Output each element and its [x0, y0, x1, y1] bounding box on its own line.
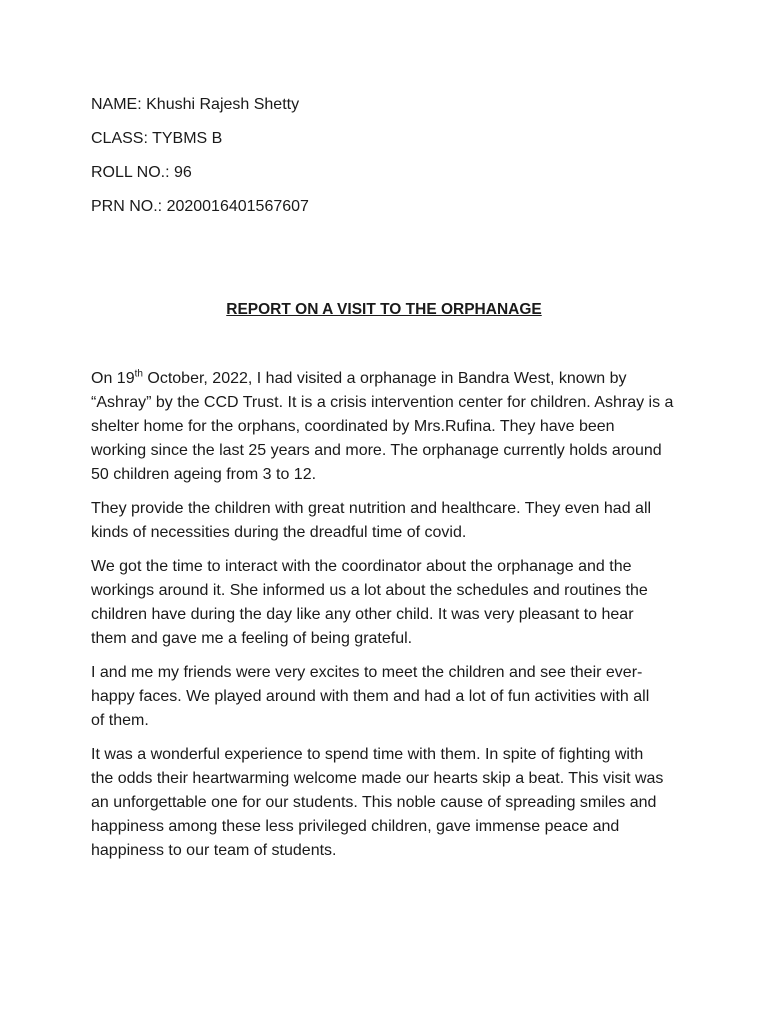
paragraph-5 — [91, 743, 691, 863]
paragraph-line: the odds their heartwarming welcome made our hearts skip a beat. This visit was — [91, 770, 664, 787]
student-class: CLASS: TYBMS B — [91, 130, 223, 147]
paragraph-line: happiness to our team of students. — [91, 842, 337, 859]
paragraph-1 — [91, 367, 691, 487]
paragraph-3 — [91, 555, 691, 651]
student-info — [91, 95, 691, 231]
line-text: October, 2022, I had visited a orphanage in Bandra West, known by — [142, 370, 627, 387]
paragraph-line — [91, 367, 691, 391]
paragraph-line: shelter home for the orphans, coordinated by Mrs.Rufina. They have been — [91, 418, 615, 435]
student-name: NAME: Khushi Rajesh Shetty — [91, 96, 300, 113]
ordinal-superscript: th — [134, 368, 143, 380]
paragraph-line: workings around it. She informed us a lot about the schedules and routines the — [91, 582, 648, 599]
paragraph-line: I and me my friends were very excites to meet the children and see their ever- — [91, 664, 643, 681]
paragraph-line: We got the time to interact with the coordinator about the orphanage and the — [91, 558, 632, 575]
student-roll-no: ROLL NO.: 96 — [91, 164, 192, 181]
paragraph-line: happy faces. We played around with them and had a lot of fun activities with all — [91, 688, 650, 705]
paragraph-line: “Ashray” by the CCD Trust. It is a crisis intervention center for children. Ashray is a — [91, 394, 674, 411]
student-prn-no: PRN NO.: 2020016401567607 — [91, 198, 309, 215]
paragraph-line: children have during the day like any other child. It was very pleasant to hear — [91, 606, 634, 623]
paragraph-line: of them. — [91, 712, 149, 729]
paragraph-line: It was a wonderful experience to spend time with them. In spite of fighting with — [91, 746, 644, 763]
paragraph-4 — [91, 661, 691, 733]
paragraph-line: them and gave me a feeling of being grateful. — [91, 630, 413, 647]
report-title: REPORT ON A VISIT TO THE ORPHANAGE — [226, 301, 542, 318]
paragraph-line: happiness among these less privileged children, gave immense peace and — [91, 818, 620, 835]
line-text: On 19 — [91, 370, 135, 387]
paragraph-line: working since the last 25 years and more. The orphanage currently holds around — [91, 442, 662, 459]
paragraph-line: 50 children ageing from 3 to 12. — [91, 466, 317, 483]
paragraph-2 — [91, 497, 691, 545]
report-body — [91, 367, 691, 873]
paragraph-line: kinds of necessities during the dreadful time of covid. — [91, 524, 467, 541]
paragraph-line: an unforgettable one for our students. This noble cause of spreading smiles and — [91, 794, 657, 811]
paragraph-line: They provide the children with great nutrition and healthcare. They even had all — [91, 500, 652, 517]
